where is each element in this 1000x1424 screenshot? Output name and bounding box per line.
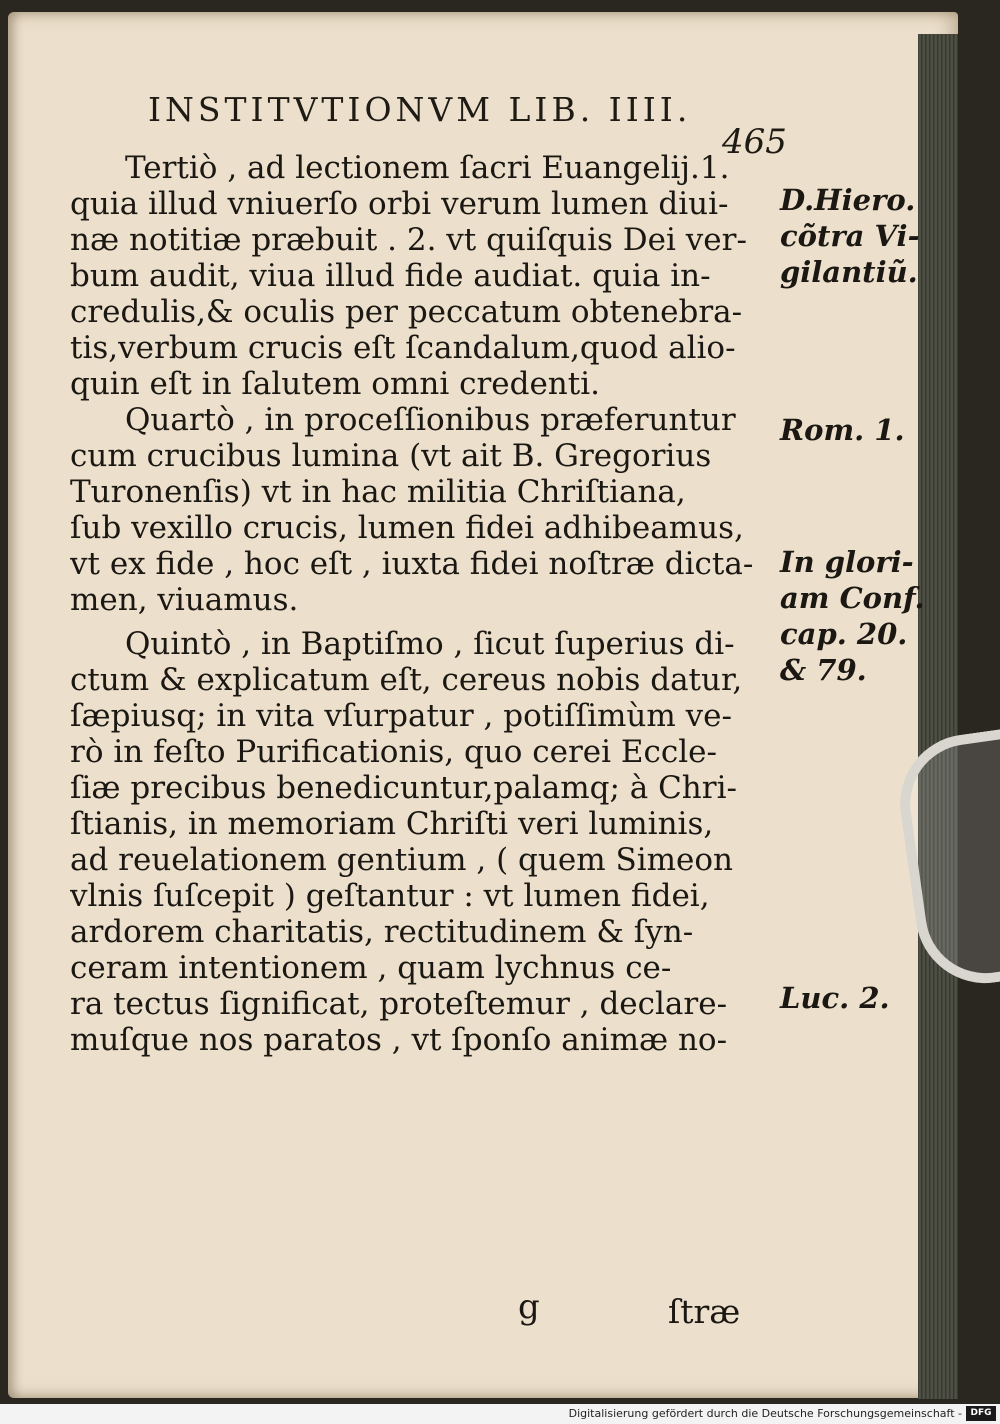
text-line: ceram intentionem , quam lychnus ce- [70,950,672,986]
text-line: quia illud vniuerſo orbi verum lumen diui- [70,186,729,222]
body-text [70,150,770,1058]
text-line: vt ex fide , hoc eſt , iuxta fidei noſtræ dicta- [70,546,754,582]
margin-note-romans: Rom. 1. [780,413,905,447]
text-line: men, viuamus. [70,582,299,618]
text-line: Quartò , in proceſſionibus præferuntur [125,402,736,438]
book-page [8,12,958,1398]
page-number: 465 [722,122,787,162]
page-edge [918,34,958,1399]
text-line: cum crucibus lumina (vt ait B. Gregorius [70,438,712,474]
text-line: ſtianis, in memoriam Chriſti veri luminis, [70,806,714,842]
text-line: ſiæ precibus benedicuntur,palamq; à Chri- [70,770,737,806]
text-line: ſub vexillo crucis, lumen fidei adhibeamus, [70,510,744,546]
signature-mark: g [518,1287,540,1327]
text-line: credulis,& oculis per peccatum obtenebra- [70,294,743,330]
text-line: ardorem charitatis, rectitudinem & ſyn- [70,914,694,950]
text-line: ctum & explicatum eſt, cereus nobis datur, [70,662,743,698]
margin-note-hieronymus: D.Hiero. cõtra Vi- gilantiũ. [780,183,920,289]
footer-credit: Digitalisierung gefördert durch die Deutsche Forschungsgemeinschaft - [568,1407,962,1420]
running-head: INSTITVTIONVM LIB. IIII. [148,90,692,129]
text-line: muſque nos paratos , vt ſponſo animæ no- [70,1022,728,1058]
margin-note-luke: Luc. 2. [780,981,890,1015]
text-line: vlnis ſuſcepit ) geſtantur : vt lumen fidei, [70,878,710,914]
margin-note-gloria-confessorum: In glori- am Conf. cap. 20. & 79. [780,545,925,687]
text-line: ra tectus ſignificat, proteſtemur , declare- [70,986,728,1022]
catchword: ſtræ [668,1292,741,1331]
text-line: næ notitiæ præbuit . 2. vt quiſquis Dei ver- [70,222,747,258]
text-line: Tertiò , ad lectionem ſacri Euangelij.1. [125,150,730,186]
text-line: Turonenſis) vt in hac militia Chriſtiana, [70,474,686,510]
text-line: quin eſt in ſalutem omni credenti. [70,366,600,402]
text-line: bum audit, viua illud fide audiat. quia in- [70,258,711,294]
text-line: ſæpiusq; in vita vſurpatur , potiſſimùm ve- [70,698,732,734]
text-line: tis,verbum crucis eſt ſcandalum,quod alio- [70,330,736,366]
text-line: rò in feſto Purificationis, quo cerei Eccle- [70,734,718,770]
text-line: ad reuelationem gentium , ( quem Simeon [70,842,733,878]
text-line: Quintò , in Baptiſmo , ſicut ſuperius di- [125,626,735,662]
dfg-logo: DFG [966,1406,996,1421]
